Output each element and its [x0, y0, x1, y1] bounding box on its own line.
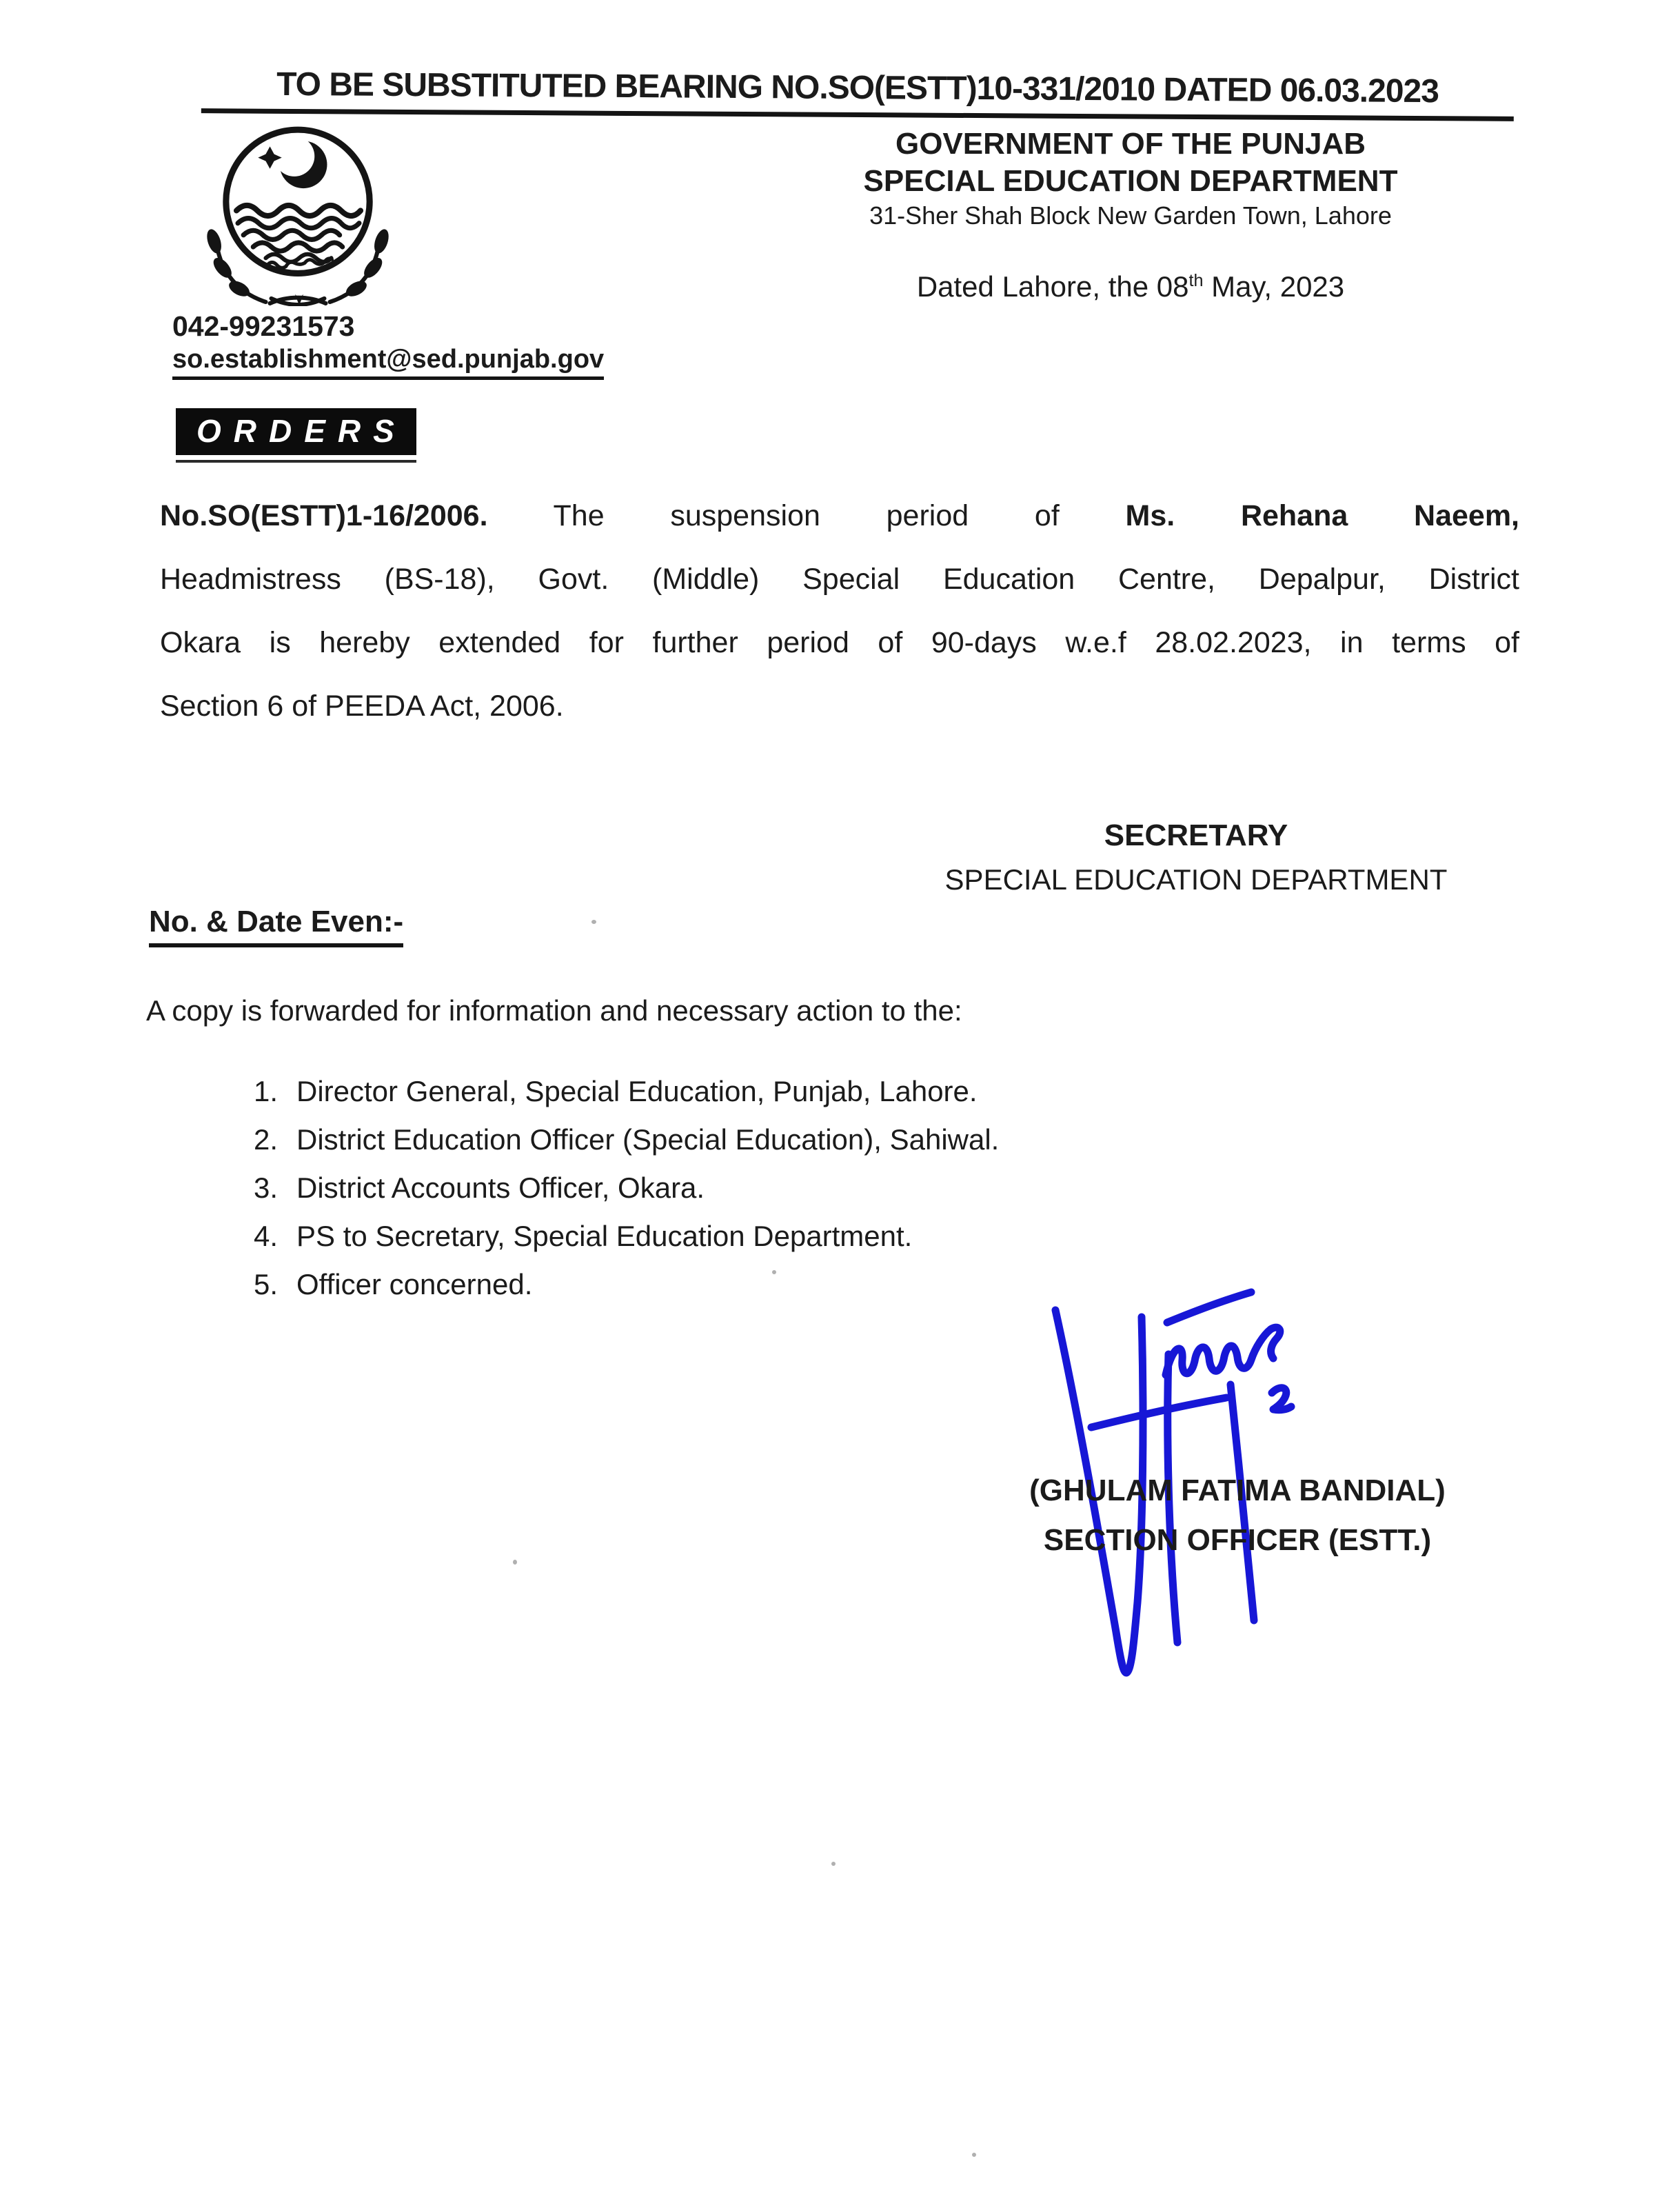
department-address: 31-Sher Shah Block New Garden Town, Lahore	[869, 201, 1392, 230]
number-date-even-label: No. & Date Even:-	[149, 905, 403, 947]
scan-speck	[831, 1862, 836, 1866]
issuing-authority	[875, 814, 1517, 902]
order-line-3: Okara is hereby extended for further period of 90-days w.e.f 28.02.2023, in terms of	[160, 626, 1519, 659]
date-ordinal: th	[1188, 271, 1204, 290]
substitution-note: TO BE SUBSTITUTED BEARING NO.SO(ESTT)10-331/2010 DATED 06.03.2023	[201, 65, 1514, 121]
order-reference-number: No.SO(ESTT)1-16/2006.	[160, 499, 488, 532]
phone-number: 042-99231573	[172, 310, 355, 342]
government-name: GOVERNMENT OF THE PUNJAB	[895, 127, 1366, 161]
list-item-number: 1.	[254, 1075, 279, 1107]
scan-speck	[972, 2153, 976, 2157]
list-item	[254, 1067, 1288, 1116]
list-item-text: Director General, Special Education, Punjab, Lahore.	[296, 1075, 978, 1107]
list-item-number: 5.	[254, 1268, 279, 1300]
list-item	[254, 1212, 1288, 1260]
list-item-text: District Accounts Officer, Okara.	[296, 1172, 705, 1204]
list-item	[254, 1164, 1288, 1212]
signatory-name: (GHULAM FATIMA BANDIAL)	[1029, 1474, 1446, 1507]
orders-heading: ORDERS	[176, 408, 416, 455]
scan-speck	[591, 920, 596, 924]
signatory-block	[958, 1466, 1517, 1565]
signatory-designation: SECTION OFFICER (ESTT.)	[1043, 1523, 1432, 1557]
forwarding-line: A copy is forwarded for information and necessary action to the:	[146, 994, 962, 1027]
order-line-2: Headmistress (BS-18), Govt. (Middle) Special Education Centre, Depalpur, District	[160, 563, 1519, 596]
list-item-text: Officer concerned.	[296, 1268, 533, 1300]
email-address: so.establishment@sed.punjab.gov	[172, 345, 604, 380]
order-text: The suspension period of	[553, 499, 1060, 532]
list-item-number: 4.	[254, 1220, 279, 1252]
punjab-government-crest-logo	[171, 121, 425, 306]
order-line-4: Section 6 of PEEDA Act, 2006.	[160, 690, 564, 723]
letterhead	[807, 125, 1455, 232]
order-line-1	[160, 484, 1519, 547]
date-suffix: May, 2023	[1203, 270, 1345, 303]
authority-department: SPECIAL EDUCATION DEPARTMENT	[944, 863, 1448, 896]
scan-speck	[772, 1270, 776, 1274]
list-item-number: 2.	[254, 1123, 279, 1156]
list-item-text: District Education Officer (Special Education), Sahiwal.	[296, 1123, 1000, 1156]
date-prefix: Dated Lahore, the 08	[916, 270, 1189, 303]
list-item-text: PS to Secretary, Special Education Department.	[296, 1220, 913, 1252]
orders-heading-underline	[176, 408, 416, 463]
scan-speck	[513, 1560, 517, 1565]
list-item	[254, 1116, 1288, 1164]
list-item-number: 3.	[254, 1172, 279, 1204]
officer-name: Ms. Rehana Naeem,	[1125, 499, 1520, 532]
department-name: SPECIAL EDUCATION DEPARTMENT	[863, 164, 1398, 198]
order-body	[160, 484, 1519, 738]
date-line	[807, 270, 1455, 303]
authority-title: SECRETARY	[1104, 818, 1288, 852]
